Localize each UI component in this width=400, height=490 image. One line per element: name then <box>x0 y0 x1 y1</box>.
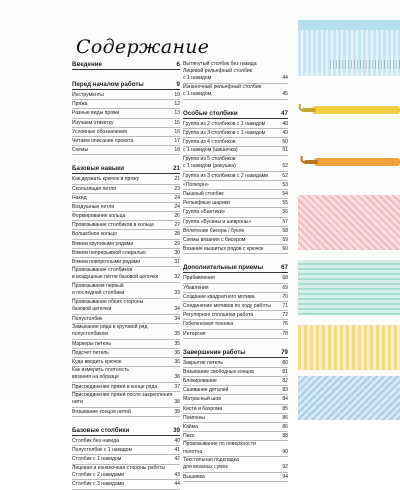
toc-entry-label: Столбик без накида <box>72 438 119 444</box>
toc-entry[interactable] <box>183 473 288 482</box>
toc-entry-label: Вяжем непрерывной спиралью <box>72 249 146 256</box>
toc-entry-label: Гобеленовая техника <box>183 321 234 328</box>
toc-page-number: 24 <box>174 194 180 201</box>
toc-page-number: 76 <box>282 321 288 328</box>
toc-entry-label: Куда вводить крючок <box>72 358 122 365</box>
toc-entry[interactable] <box>183 330 288 339</box>
toc-entry-label: Столбик с 2 накидами <box>72 471 125 478</box>
toc-entry-label: Пряжа <box>72 101 88 108</box>
toc-entry[interactable] <box>72 146 180 155</box>
toc-page-number: 16 <box>174 128 180 135</box>
toc-entry-label: Группа из 3 столбиков с 2 накидами <box>183 172 269 179</box>
toc-section-heading[interactable] <box>72 61 180 70</box>
toc-entry[interactable] <box>183 284 288 293</box>
toc-entry[interactable] <box>72 315 180 324</box>
toc-entry[interactable] <box>72 221 180 230</box>
toc-entry-label: Вышивка <box>183 473 205 480</box>
toc-entry-label: Замыкание ряда в круговой ряд <box>72 323 148 330</box>
toc-page-number: 47 <box>281 109 288 117</box>
toc-page-number: 57 <box>282 218 288 225</box>
toc-entry[interactable] <box>183 68 288 75</box>
ruler-image <box>330 60 400 69</box>
toc-entry-label: Присоединение пряжи после закрепления <box>72 392 173 399</box>
section-gap <box>183 339 288 349</box>
toc-entry-label: Условные обозначения <box>72 128 128 135</box>
toc-entry[interactable] <box>72 349 180 358</box>
toc-entry[interactable] <box>72 392 180 399</box>
toc-entry[interactable] <box>72 212 180 221</box>
toc-entry-label: Соединение мотивов по ходу работы <box>183 302 272 309</box>
toc-page-number: 83 <box>282 387 288 394</box>
toc-page-number: 50 <box>282 139 288 146</box>
toc-page-number: 21 <box>173 165 180 173</box>
yellow-swatch-image <box>298 325 400 370</box>
toc-page-number: 27 <box>174 222 180 229</box>
toc-entry-label: полотна <box>183 448 203 455</box>
toc-entry-label: с 1 накидом <box>183 75 212 82</box>
toc-page-number: 67 <box>281 264 288 272</box>
toc-page-number: 34 <box>174 315 180 322</box>
toc-page-number: 90 <box>282 448 288 455</box>
toc-entry-label: Скользящая петля <box>72 185 116 192</box>
toc-page-number: 26 <box>174 213 180 220</box>
toc-page-number: 15 <box>174 119 180 126</box>
toc-page-number: 80 <box>282 359 288 366</box>
toc-entry[interactable] <box>72 472 180 481</box>
toc-entry-label: «Попкорн» <box>183 181 209 188</box>
toc-entry[interactable] <box>72 340 180 349</box>
toc-page-number: 36 <box>174 349 180 356</box>
toc-entry-label: Вытянутый столбик без накида <box>183 61 257 67</box>
toc-entry[interactable] <box>183 172 288 181</box>
toc-section-heading[interactable] <box>183 264 288 273</box>
toc-entry[interactable] <box>183 274 288 283</box>
toc-entry-label: Сшивание деталей <box>183 387 229 394</box>
toc-page-number: 23 <box>174 185 180 192</box>
toc-entry-label: Перед началом работы <box>72 81 144 88</box>
toc-entry-label: Введение <box>72 61 102 68</box>
toc-entry-label: Как держать крючок и пряжу <box>72 176 140 183</box>
toc-entry-label: и последний столбики <box>72 290 125 297</box>
toc-entry[interactable] <box>183 386 288 395</box>
toc-page-number: 52 <box>282 163 288 170</box>
toc-page-number: 44 <box>282 75 288 82</box>
toc-entry[interactable] <box>183 236 288 245</box>
yarn-skein-image <box>298 20 400 30</box>
toc-page-number: 36 <box>174 358 180 365</box>
toc-entry-label: Вязание вышитых рядов с крючок <box>183 246 264 253</box>
toc-entry-label: Группа «Бусины и шевроны» <box>183 218 252 225</box>
toc-entry[interactable] <box>72 175 180 184</box>
toc-page-number: 53 <box>282 181 288 188</box>
blue-swatch-image <box>298 376 400 420</box>
toc-entry[interactable] <box>183 120 288 129</box>
toc-page-number: 21 <box>174 176 180 183</box>
toc-entry-label: Вяжем поворотными рядами <box>72 259 141 265</box>
toc-entry-label: Интарсия <box>183 330 206 337</box>
toc-entry-label: Блокирование <box>183 378 217 385</box>
toc-page-number: 18 <box>174 147 180 154</box>
toc-entry-label: Инструменты <box>72 92 104 98</box>
toc-entry-label: Схемы <box>72 147 89 154</box>
toc-entry[interactable] <box>72 331 180 340</box>
mint-swatch-image <box>298 260 400 315</box>
toc-page-number: 92 <box>282 464 288 471</box>
toc-page-number: 24 <box>174 203 180 210</box>
toc-entry[interactable] <box>183 138 288 147</box>
toc-entry[interactable] <box>72 100 180 109</box>
toc-page-number: 33 <box>174 290 180 297</box>
toc-entry-label: полустолбиком <box>72 330 108 337</box>
toc-entry-label: Провязывание столбиков в кольце <box>72 222 155 229</box>
toc-page-number: 36 <box>174 374 180 381</box>
crochet-hook-orange-image <box>298 148 400 178</box>
toc-entry-label: Группа из 5 столбиков <box>183 155 236 162</box>
toc-page-number: 59 <box>282 237 288 243</box>
toc-entry-label: Как измерить плотность <box>72 367 130 374</box>
toc-entry[interactable] <box>183 464 288 473</box>
toc-page-number: 28 <box>174 231 180 238</box>
toc-entry[interactable] <box>183 227 288 236</box>
toc-entry-label: Кисти и бахрома <box>183 405 223 412</box>
toc-entry-label: Изнаночный рельефный столбик <box>183 83 261 90</box>
toc-entry-label: Провязывание по поверхности <box>183 441 256 448</box>
toc-entry-label: Группа из 4 столбиков <box>183 139 236 146</box>
toc-entry-label: Полустолбик <box>72 315 103 322</box>
toc-entry[interactable] <box>183 414 288 423</box>
toc-entry-label: Регулярное сплошная работа <box>183 312 254 319</box>
toc-entry-label: Вязывание концов нитей <box>72 408 131 415</box>
toc-entry[interactable] <box>183 156 288 163</box>
toc-page-number: 55 <box>282 200 288 207</box>
toc-entry[interactable] <box>183 218 288 227</box>
toc-page-number: 39 <box>173 427 180 434</box>
toc-entry[interactable] <box>72 480 180 489</box>
toc-entry-label: Особые столбики <box>183 109 238 117</box>
toc-page-number: 30 <box>174 249 180 256</box>
pink-swatch-image <box>298 195 400 250</box>
toc-entry-label: Помпоны <box>183 414 206 421</box>
toc-page-number: 9 <box>176 81 180 88</box>
toc-entry-label: в воздушные петли базовой цепочки <box>72 274 159 281</box>
toc-entry-label: Провязывание столбиков <box>72 267 133 274</box>
toc-entry-label: Накид <box>72 194 87 201</box>
toc-entry-label: Читаем описание проекта <box>72 137 134 144</box>
toc-entry-label: Схемы вязания с бисером <box>183 237 246 243</box>
toc-entry-label: Волшебное кольцо <box>72 231 118 238</box>
toc-entry[interactable] <box>72 185 180 194</box>
toc-entry[interactable] <box>183 91 288 100</box>
toc-entry-label: Вязывание свободных концов <box>183 368 254 375</box>
toc-page-number: 60 <box>282 246 288 253</box>
toc-page-number: 79 <box>281 348 288 356</box>
toc-page-number: 31 <box>174 259 180 265</box>
toc-entry[interactable] <box>72 230 180 239</box>
toc-entry-label: Рельефные шарики <box>183 200 230 207</box>
toc-entry-label: Столбик с 1 накидом <box>72 456 122 463</box>
toc-page-number: 6 <box>176 61 180 68</box>
toc-page-number: 35 <box>174 340 180 347</box>
toc-entry-label: Вплетение бисера / букле <box>183 227 245 234</box>
toc-entry[interactable] <box>183 302 288 311</box>
section-gap <box>72 71 180 81</box>
toc-entry[interactable] <box>183 163 288 172</box>
toc-page-number: 81 <box>282 368 288 375</box>
toc-entry[interactable] <box>72 128 180 137</box>
toc-entry-label: Базовые столбики <box>72 427 130 434</box>
toc-entry[interactable] <box>183 441 288 448</box>
toc-entry[interactable] <box>183 368 288 377</box>
toc-entry[interactable] <box>72 358 180 367</box>
toc-entry-label: Убавления <box>183 284 209 291</box>
toc-entry[interactable] <box>183 377 288 386</box>
toc-entry[interactable] <box>72 194 180 203</box>
toc-page-number: 13 <box>174 110 180 117</box>
toc-entry[interactable] <box>72 249 180 258</box>
toc-page-number: 70 <box>282 293 288 300</box>
toc-entry[interactable] <box>72 306 180 315</box>
toc-entry-label: Подсчет петель <box>72 349 109 356</box>
toc-entry-label: Прибавления <box>183 275 215 282</box>
section-gap <box>72 155 180 165</box>
toc-page-number: 17 <box>174 137 180 144</box>
toc-section-heading[interactable] <box>72 427 180 436</box>
toc-entry[interactable] <box>72 137 180 146</box>
toc-entry-label: Закрытие петель <box>183 359 224 366</box>
toc-entry[interactable] <box>72 383 180 392</box>
toc-entry[interactable] <box>183 84 288 91</box>
toc-entry-label: Лицевая и изнаночная стороны работы <box>72 464 166 471</box>
toc-column-1 <box>72 61 180 490</box>
toc-entry[interactable] <box>183 311 288 320</box>
toc-entry-label: Группа «Бантики» <box>183 209 226 216</box>
toc-entry-label: с 1 накидом (ракушка) <box>183 163 236 170</box>
toc-entry-label: Группа из 3 столбиков с 1 накидом <box>183 129 266 136</box>
toc-page-number: 54 <box>282 191 288 198</box>
toc-entry-label: Столбик с 3 накидами <box>72 481 125 488</box>
toc-entry[interactable] <box>183 208 288 217</box>
toc-entry[interactable] <box>183 320 288 329</box>
toc-entry[interactable] <box>183 395 288 404</box>
section-gap <box>183 100 288 110</box>
toc-entry-label: с 1 накидом (шишечка) <box>183 147 238 154</box>
toc-page-number: 88 <box>282 433 288 440</box>
toc-entry[interactable] <box>183 129 288 138</box>
toc-entry[interactable] <box>72 374 180 383</box>
toc-entry-label: Маркеры петель <box>72 340 111 347</box>
toc-page-number: 72 <box>282 312 288 319</box>
page-title: Содержание <box>76 36 210 58</box>
toc-entry[interactable] <box>183 75 288 84</box>
toc-entry[interactable] <box>72 465 180 472</box>
toc-entry-label: Разные виды пряжи <box>72 110 120 117</box>
toc-entry[interactable] <box>72 446 180 455</box>
toc-section-heading[interactable] <box>72 81 180 90</box>
toc-entry-label: Лицевой рельефный столбик <box>183 68 253 75</box>
toc-page-number: 45 <box>282 91 288 98</box>
toc-entry-label: Базовые навыки <box>72 165 125 173</box>
toc-page-number: 10 <box>174 92 180 98</box>
toc-page-number: 85 <box>282 405 288 412</box>
toc-entry[interactable] <box>72 299 180 306</box>
toc-page-number: 48 <box>282 120 288 127</box>
toc-entry-label: Вяжем круговыми рядами <box>72 240 134 247</box>
toc-entry-label: Провязывание обеих стороны <box>72 298 144 305</box>
toc-entry[interactable] <box>72 367 180 374</box>
toc-entry[interactable] <box>72 437 180 446</box>
toc-entry[interactable] <box>183 423 288 432</box>
toc-entry-label: Завершение работы <box>183 348 246 356</box>
toc-section-heading[interactable] <box>183 349 288 358</box>
toc-page-number: 39 <box>174 408 180 415</box>
toc-entry[interactable] <box>183 457 288 464</box>
toc-page-number: 38 <box>174 399 180 406</box>
toc-page-number: 71 <box>282 302 288 309</box>
toc-entry[interactable] <box>72 119 180 128</box>
toc-entry[interactable] <box>183 147 288 156</box>
toc-entry-label: Провязываем первый <box>72 282 124 289</box>
toc-entry[interactable] <box>183 190 288 199</box>
toc-entry-label: Создание квадратного мотива <box>183 293 255 300</box>
toc-entry[interactable] <box>72 91 180 100</box>
section-gap <box>72 417 180 427</box>
toc-page-number: 42 <box>174 456 180 463</box>
toc-entry-label: Формирование кольца <box>72 213 126 220</box>
toc-entry-label: Изучаем этикетку <box>72 119 114 126</box>
toc-page-number: 52 <box>282 172 288 179</box>
toc-entry[interactable] <box>72 274 180 283</box>
toc-page-number: 51 <box>282 147 288 154</box>
toc-entry[interactable] <box>72 399 180 408</box>
toc-entry-label: Матрасный шов <box>183 396 221 403</box>
toc-page-number: 37 <box>174 383 180 390</box>
toc-page-number: 86 <box>282 414 288 421</box>
toc-page-number: 41 <box>174 447 180 454</box>
toc-section-heading[interactable] <box>72 165 180 174</box>
toc-entry-label: Группа из 2 столбиков с 1 накидом <box>183 120 266 127</box>
toc-entry[interactable] <box>72 109 180 118</box>
section-gap <box>183 254 288 264</box>
toc-page-number: 29 <box>174 240 180 247</box>
toc-page-number: 68 <box>282 275 288 282</box>
toc-page-number: 32 <box>174 274 180 281</box>
toc-entry[interactable] <box>183 181 288 190</box>
toc-entry-label: нити <box>72 399 83 406</box>
toc-page-number: 56 <box>282 209 288 216</box>
toc-entry[interactable] <box>72 290 180 299</box>
toc-entry[interactable] <box>183 449 288 458</box>
toc-entry-label: Текстильная подкладка <box>183 457 239 464</box>
toc-entry-label: Дополнительные приемы <box>183 264 264 272</box>
toc-entry[interactable] <box>72 324 180 331</box>
toc-page-number: 44 <box>174 481 180 488</box>
toc-page-number: 49 <box>282 129 288 136</box>
toc-entry-label: с 1 накидом <box>183 91 212 98</box>
toc-page-number: 82 <box>282 378 288 385</box>
toc-page-number: 40 <box>174 438 180 444</box>
toc-page-number: 12 <box>174 101 180 108</box>
toc-page-number: 84 <box>282 396 288 403</box>
crochet-hook-yellow-image <box>298 92 400 132</box>
toc-entry[interactable] <box>183 432 288 441</box>
illustration-strip <box>298 20 400 400</box>
toc-entry-label: Присоединение пряжи в конце ряда <box>72 383 158 390</box>
toc-entry[interactable] <box>72 408 180 417</box>
toc-entry[interactable] <box>183 293 288 302</box>
toc-entry-label: для вязаных сумок <box>183 464 228 471</box>
toc-page-number: 58 <box>282 227 288 234</box>
toc-entry[interactable] <box>183 199 288 208</box>
toc-page-number: 34 <box>174 305 180 312</box>
toc-page-number: 78 <box>282 330 288 337</box>
toc-entry[interactable] <box>72 240 180 249</box>
toc-entry[interactable] <box>72 258 180 267</box>
toc-page-number: 69 <box>282 284 288 291</box>
toc-column-2 <box>183 61 288 482</box>
toc-entry-label: вязания на образце <box>72 374 119 381</box>
toc-entry-label: Пышный столбик <box>183 191 224 198</box>
toc-entry-label: Полустолбик с 1 накидом <box>72 447 133 454</box>
toc-entry[interactable] <box>72 455 180 464</box>
toc-entry[interactable] <box>183 359 288 368</box>
toc-entry-label: Пико <box>183 433 195 440</box>
toc-entry[interactable] <box>72 203 180 212</box>
toc-entry[interactable] <box>183 245 288 254</box>
toc-page-number: 86 <box>282 424 288 430</box>
toc-entry[interactable] <box>183 405 288 414</box>
toc-page-number: 94 <box>282 473 288 480</box>
toc-page-number: 43 <box>174 471 180 478</box>
toc-section-heading[interactable] <box>183 110 288 119</box>
toc-page-number: 35 <box>174 330 180 337</box>
toc-entry-label: базовой цепочки <box>72 305 112 312</box>
toc-entry-label: Кайма <box>183 424 198 430</box>
toc-entry-label: Воздушные петли <box>72 203 115 210</box>
